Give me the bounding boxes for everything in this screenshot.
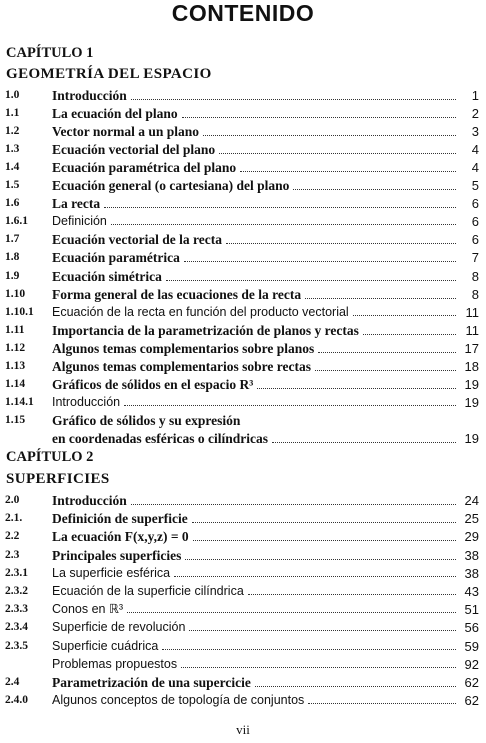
dot-leader — [185, 548, 456, 560]
toc-entry[interactable] — [0, 674, 486, 691]
toc-entry-number: 2.3.4 — [5, 621, 28, 634]
dot-leader — [353, 304, 456, 316]
toc-entry-title: La ecuación del plano — [52, 106, 178, 122]
dot-leader — [315, 359, 456, 371]
toc-entry-title: Vector normal a un plano — [52, 124, 200, 140]
toc-entry-title: Algunos conceptos de topología de conjuntos — [52, 693, 305, 708]
toc-entry-page: 8 — [471, 286, 479, 302]
toc-entry-number: 1.10.1 — [5, 305, 34, 318]
dot-leader — [127, 601, 456, 613]
toc-entry-title: Ecuación vectorial del plano — [52, 142, 216, 158]
dot-leader — [193, 529, 456, 541]
toc-entry[interactable] — [0, 412, 486, 429]
toc-entry[interactable] — [0, 159, 486, 176]
toc-entry[interactable] — [0, 177, 486, 194]
toc-entry-number: 2.3.3 — [5, 603, 28, 616]
toc-entry-page: 6 — [471, 214, 479, 230]
toc-entry[interactable] — [0, 249, 486, 266]
toc-entry-title: Forma general de las ecuaciones de la recta — [52, 286, 302, 302]
toc-entry-title: Superficie cuádrica — [52, 638, 159, 653]
dot-leader — [318, 341, 456, 353]
toc-entry-continuation — [0, 430, 486, 447]
toc-entry-title: La recta — [52, 196, 101, 212]
toc-entry[interactable] — [0, 601, 486, 618]
dot-leader — [363, 323, 456, 335]
toc-entry[interactable] — [0, 656, 486, 673]
toc-entry-title: Ecuación general (o cartesiana) del plano — [52, 178, 290, 194]
toc-entry-page: 3 — [471, 124, 479, 140]
chapter-label: CAPÍTULO 2 — [6, 449, 94, 465]
toc-entry[interactable] — [0, 394, 486, 411]
dot-leader — [182, 106, 456, 118]
toc-entry-page: 62 — [464, 675, 479, 690]
toc-entry-page: 6 — [471, 232, 479, 248]
toc-entry-page: 5 — [471, 178, 479, 194]
toc-entry[interactable] — [0, 358, 486, 375]
toc-entry-title: Algunos temas complementarios sobre rectas — [52, 358, 311, 374]
toc-entry-number: 1.2 — [5, 125, 20, 138]
toc-entry-title: Superficie de revolución — [52, 620, 186, 635]
dot-leader — [131, 88, 456, 100]
dot-leader — [293, 178, 456, 190]
dot-leader — [226, 232, 456, 244]
toc-entry[interactable] — [0, 528, 486, 545]
toc-entry[interactable] — [0, 638, 486, 655]
toc-entry-page: 6 — [471, 196, 479, 212]
toc-entry-page: 29 — [464, 529, 479, 545]
dot-leader — [192, 511, 456, 523]
toc-entry-number: 1.1 — [5, 107, 20, 120]
toc-entry-number: 1.7 — [5, 233, 20, 246]
toc-entry-page: 7 — [471, 250, 479, 266]
toc-entry-title: Definición — [52, 214, 107, 229]
toc-entry-title: Gráfico de sólidos y su expresión — [52, 412, 241, 428]
dot-leader — [257, 377, 456, 389]
page-title: CONTENIDO — [171, 0, 315, 26]
toc-entry[interactable] — [0, 304, 486, 321]
toc-entry-page: 4 — [471, 142, 479, 158]
toc-entry-page: 92 — [464, 656, 479, 672]
toc-entry-page: 11 — [465, 304, 479, 320]
toc-entry-title: Definición de superficie — [52, 511, 188, 527]
toc-entry-title: Ecuación de la recta en función del producto vectorial — [52, 304, 349, 319]
toc-entry-number: 1.14.1 — [5, 395, 34, 408]
dot-leader — [131, 493, 456, 505]
toc-entry-number: 1.6 — [5, 197, 20, 210]
toc-entry-number: 1.15 — [5, 413, 26, 426]
toc-entry-page: 56 — [464, 620, 479, 636]
toc-entry-title: Problemas propuestos — [52, 656, 178, 671]
toc-entry-page: 19 — [464, 394, 479, 410]
toc-entry-number: 1.14 — [5, 377, 26, 390]
toc-entry-number: 1.9 — [5, 269, 20, 282]
toc-entry-number: 2.0 — [5, 494, 20, 506]
toc-entry-title: La ecuación F(x,y,z) = 0 — [52, 529, 189, 545]
toc-entry-page: 59 — [464, 638, 479, 654]
dot-leader — [184, 250, 456, 262]
toc-entry-title: Conos en ℝ³ — [52, 602, 124, 617]
dot-leader — [189, 619, 456, 631]
toc-entry-title: Ecuación vectorial de la recta — [52, 232, 222, 248]
toc-entry-number: 1.11 — [5, 323, 25, 336]
toc-entry[interactable] — [0, 340, 486, 357]
toc-entry-page: 1 — [471, 88, 479, 103]
dot-leader — [248, 583, 456, 595]
toc-entry[interactable] — [0, 87, 486, 104]
toc-entry[interactable] — [0, 583, 486, 600]
toc-entry-title: La superficie esférica — [52, 565, 171, 580]
toc-entry-number: 1.6.1 — [5, 215, 28, 228]
toc-entry[interactable] — [0, 692, 486, 709]
chapter-label: CAPÍTULO 1 — [6, 45, 94, 61]
dot-leader — [240, 160, 456, 172]
toc-entry[interactable] — [0, 322, 486, 339]
dot-leader — [111, 213, 456, 225]
toc-entry[interactable] — [0, 565, 486, 582]
toc-entry-number: 2.2 — [5, 530, 20, 543]
toc-entry-page: 2 — [471, 106, 479, 122]
toc-entry[interactable] — [0, 286, 486, 303]
toc-entry[interactable] — [0, 619, 486, 636]
toc-entry-page: 25 — [464, 511, 479, 527]
toc-entry-title: Ecuación paramétrica del plano — [52, 160, 237, 176]
chapter-heading: SUPERFICIES — [6, 471, 110, 487]
toc-entry-number: 1.12 — [5, 341, 26, 354]
dot-leader — [104, 196, 456, 208]
toc-entry-title: Parametrización de una supercicie — [52, 675, 251, 690]
toc-entry[interactable] — [0, 141, 486, 158]
toc-entry[interactable] — [0, 376, 486, 393]
toc-entry-number: 1.5 — [5, 179, 20, 192]
toc-entry[interactable] — [0, 105, 486, 122]
toc-entry-page: 11 — [465, 322, 479, 338]
toc-entry-number: 1.13 — [5, 359, 26, 372]
toc-entry-number: 2.4 — [5, 676, 20, 688]
dot-leader — [272, 431, 456, 443]
toc-entry-number: 2.3.1 — [5, 566, 28, 579]
toc-entry-number: 2.3.5 — [5, 639, 28, 652]
toc-entry[interactable] — [0, 268, 486, 285]
toc-entry-page: 38 — [464, 565, 479, 581]
toc-entry-title: Gráficos de sólidos en el espacio R³ — [52, 376, 254, 392]
toc-entry[interactable] — [0, 213, 486, 230]
toc-entry[interactable] — [0, 231, 486, 248]
dot-leader — [162, 638, 456, 650]
dot-leader — [166, 269, 456, 281]
dot-leader — [305, 287, 456, 299]
dot-leader — [181, 656, 456, 668]
toc-entry-number: 1.3 — [5, 143, 20, 156]
toc-entry-page: 62 — [464, 693, 479, 709]
toc-entry-page: 18 — [464, 358, 479, 374]
toc-entry-number: 1.4 — [5, 161, 20, 174]
toc-entry-title: Algunos temas complementarios sobre planos — [52, 340, 315, 356]
toc-entry-page: 51 — [464, 602, 479, 618]
toc-entry-title: Ecuación paramétrica — [52, 250, 180, 266]
toc-entry-page: 38 — [464, 547, 479, 563]
dot-leader — [308, 692, 456, 704]
dot-leader — [124, 394, 456, 406]
toc-entry-number: 1.8 — [5, 251, 20, 264]
toc-entry[interactable] — [0, 123, 486, 140]
dot-leader — [174, 565, 456, 577]
toc-entry[interactable] — [0, 195, 486, 212]
dot-leader — [219, 142, 456, 154]
dot-leader — [255, 675, 456, 687]
toc-entry[interactable] — [0, 547, 486, 564]
toc-entry-title: Principales superficies — [52, 547, 182, 563]
toc-entry-number: 2.3 — [5, 548, 20, 561]
toc-entry-title: Introducción — [52, 394, 121, 409]
toc-entry-page: 24 — [464, 493, 479, 508]
toc-entry-number: 2.3.2 — [5, 585, 28, 597]
toc-entry[interactable] — [0, 492, 486, 509]
dot-leader — [203, 124, 456, 136]
toc-entry-page: 17 — [464, 340, 479, 356]
toc-entry-title: Ecuación de la superficie cilíndrica — [52, 584, 244, 598]
toc-entry-number: 2.1. — [5, 512, 23, 525]
toc-entry-title: Importancia de la parametrización de planos y rectas — [52, 322, 359, 338]
chapter-heading: GEOMETRÍA DEL ESPACIO — [6, 66, 212, 82]
toc-entry-page: 43 — [464, 584, 479, 599]
toc-entry-page: 19 — [464, 430, 479, 446]
toc-entry-page: 19 — [464, 376, 479, 392]
page-number-footer: vii — [236, 722, 250, 737]
toc-entry-number: 1.10 — [5, 287, 26, 300]
toc-entry-title: Introducción — [52, 493, 127, 508]
toc-entry-title-continued: en coordenadas esféricas o cilíndricas — [52, 430, 268, 446]
toc-entry-page: 4 — [471, 160, 479, 176]
toc-entry[interactable] — [0, 510, 486, 527]
toc-entry-page: 8 — [471, 268, 479, 284]
toc-entry-number: 1.0 — [5, 89, 20, 101]
toc-entry-number: 2.4.0 — [5, 694, 28, 707]
toc-entry-title: Ecuación simétrica — [52, 268, 162, 284]
toc-entry-title: Introducción — [52, 88, 127, 103]
